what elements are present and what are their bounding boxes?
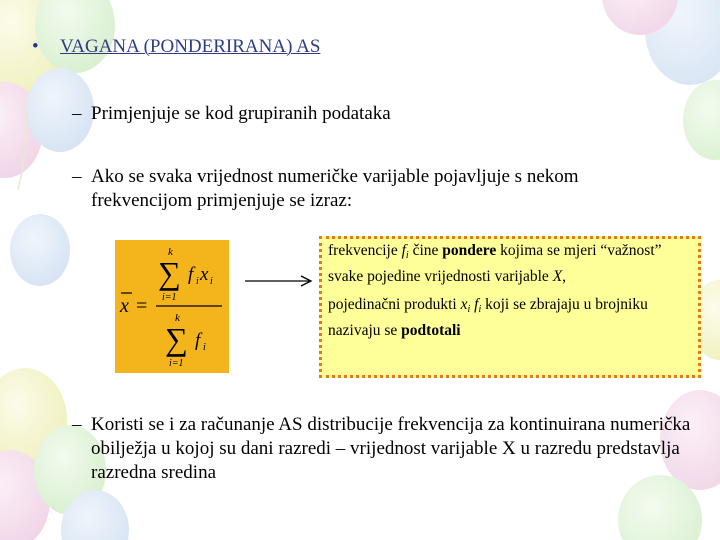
denominator-upper-limit: k xyxy=(175,312,180,324)
denominator-lower-limit: i=1 xyxy=(169,358,184,369)
numerator-x-sub: i xyxy=(210,276,213,287)
dash-marker: – xyxy=(72,166,82,187)
dash-marker: – xyxy=(72,103,82,124)
numerator-f: f xyxy=(188,264,194,285)
slide-title: VAGANA (PONDERIRANA) AS xyxy=(60,36,321,57)
sigma-symbol: ∑ xyxy=(158,255,181,291)
numerator-f-sub: i xyxy=(196,276,199,287)
numerator-lower-limit: i=1 xyxy=(162,292,177,303)
sigma-symbol: ∑ xyxy=(165,321,188,357)
formula-explanation-box xyxy=(319,236,701,378)
denominator-f-sub: i xyxy=(203,342,206,353)
formula-lhs: x xyxy=(120,295,129,317)
explanation-subtotals: pojedinačni produkti $x_i$ $f_i$ koji se zbrajaju u brojniku nazivaju se podtotali xyxy=(328,296,648,339)
formula-equals: = xyxy=(136,295,148,317)
sub-bullet-text: Primjenjuje se kod grupiranih podataka xyxy=(91,103,391,124)
numerator-x: x xyxy=(200,264,209,285)
dash-marker: – xyxy=(72,414,82,435)
sub-bullet-text: Ako se svaka vrijednost numeričke varijable pojavljuje s nekom frekvencijom primjenjuje se izraz: xyxy=(91,166,579,211)
bullet-marker: • xyxy=(32,36,39,57)
arrow-right-icon xyxy=(245,273,317,289)
denominator-f: f xyxy=(195,330,201,351)
explanation-weights: frekvencije $f_i$ čine pondere kojima se mjeri “važnost” svake pojedine vrijednosti varijable X, xyxy=(328,242,662,285)
numerator-upper-limit: k xyxy=(168,246,173,258)
weighted-mean-formula xyxy=(115,240,229,373)
sub-bullet-text: Koristi se i za računanje AS distribucije frekvencija za kontinuirana numerička obilježja u kojoj su dani razredi – vrijednost varijable X u razredu predstavlja razredna sredina xyxy=(91,414,691,483)
